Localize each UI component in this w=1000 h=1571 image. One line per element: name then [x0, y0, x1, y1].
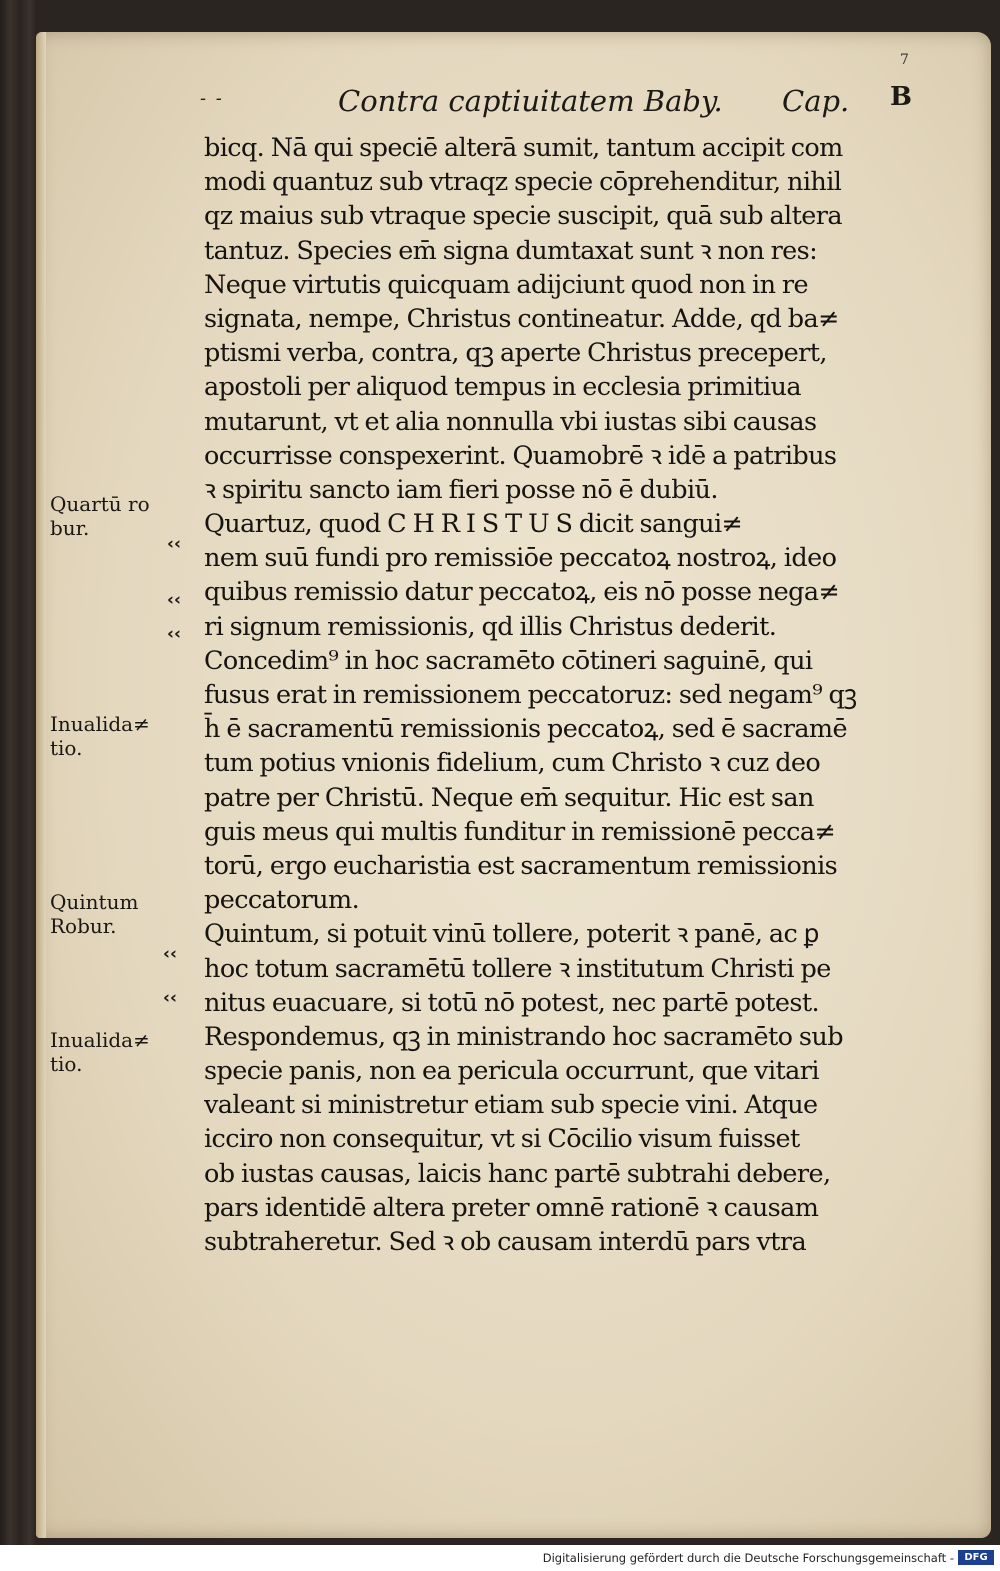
running-header: [200, 82, 912, 124]
text-line: tum potius vnionis fidelium, cum Christo ꝛ cuz deo: [204, 748, 821, 779]
text-line: guis meus qui multis funditur in remissionē pecca≠: [204, 816, 836, 847]
body-text: [204, 131, 914, 1259]
margin-inualidatio-1: [50, 712, 150, 760]
text-line: torū, ergo eucharistia est sacramentum remissionis: [204, 850, 838, 881]
text-line: fusus erat in remissionem peccatoruz: sed negam⁹ qꝫ: [204, 680, 857, 710]
text-line: pars identidē altera preter omnē rationē ꝛ causam: [204, 1192, 819, 1223]
text-line: valeant si ministretur etiam sub specie vini. Atque: [204, 1090, 818, 1121]
margin-line: tio.: [50, 1052, 83, 1076]
margin-line: Inualida≠: [50, 1028, 150, 1052]
corner-mark: 7: [900, 52, 909, 68]
text-line: specie panis, non ea pericula occurrunt, que vitari: [204, 1056, 819, 1087]
text-line: Neque virtutis quicquam adijciunt quod non in re: [204, 269, 809, 300]
dfg-logo: DFG: [958, 1550, 994, 1565]
text-line: patre per Christū. Neque em̄ sequitur. Hic est san: [204, 782, 814, 813]
text-line: Respondemus, qꝫ in ministrando hoc sacramēto sub: [204, 1021, 843, 1052]
margin-line: Quartū ro: [50, 492, 150, 516]
text-line: subtraheretur. Sed ꝛ ob causam interdū pars vtra: [204, 1227, 807, 1257]
text-line: ꝛ spiritu sancto iam fieri posse nō ē dubiū.: [204, 474, 718, 505]
margin-quote-mark: ‹‹: [167, 534, 182, 554]
margin-line: bur.: [50, 516, 90, 540]
text-line: bicq. Nā qui speciē alterā sumit, tantum accipit com: [204, 133, 843, 163]
text-line: Concedim⁹ in hoc sacramēto cōtineri saguinē, qui: [204, 645, 813, 676]
margin-quartum-robur: [50, 492, 150, 540]
margin-inualidatio-2: [50, 1028, 150, 1076]
margin-line: Quintum: [50, 890, 139, 914]
text-line: ob iustas causas, laicis hanc partē subtrahi debere,: [204, 1158, 831, 1189]
margin-quote-mark: ‹‹: [167, 624, 182, 644]
text-line: ri signum remissionis, qd illis Christus dederit.: [204, 611, 777, 642]
margin-quintum-robur: [50, 890, 138, 938]
header-title: Contra captiuitatem Baby.: [338, 84, 723, 118]
text-line: modi quantuz sub vtraqz specie cōprehenditur, nihil: [204, 167, 842, 198]
text-line: quibus remissio datur peccatoꝝ, eis nō posse nega≠: [204, 577, 840, 608]
footer-bar: [0, 1545, 1000, 1571]
text-line: ptismi verba, contra, qꝫ aperte Christus precepert,: [204, 338, 827, 369]
text-line: nitus euacuare, si totū nō potest, nec partē potest.: [204, 987, 820, 1018]
text-line: occurrisse conspexerint. Quamobrē ꝛ idē a patribus: [204, 440, 837, 471]
text-line: Quartuz, quod C H R I S T U S dicit sangui≠: [204, 509, 743, 540]
margin-quote-mark: ‹‹: [167, 590, 182, 610]
text-line: peccatorum.: [204, 885, 360, 916]
text-line: apostoli per aliquod tempus in ecclesia primitiua: [204, 372, 801, 403]
margin-line: Robur.: [50, 914, 117, 938]
margin-quote-mark: ‹‹: [163, 988, 178, 1008]
footer-credit: Digitalisierung gefördert durch die Deutsche Forschungsgemeinschaft -: [542, 1551, 954, 1565]
text-line: Quintum, si potuit vinū tollere, poterit ꝛ panē, ac ꝑ: [204, 919, 819, 950]
text-line: mutarunt, vt et alia nonnulla vbi iustas sibi causas: [204, 406, 817, 437]
text-line: icciro non consequitur, vt si Cōcilio visum fuisset: [204, 1124, 800, 1155]
margin-line: tio.: [50, 736, 83, 760]
header-dashes: - -: [200, 88, 224, 109]
margin-line: Inualida≠: [50, 712, 150, 736]
margin-quote-mark: ‹‹: [163, 944, 178, 964]
header-signature: B: [890, 82, 912, 112]
text-line: signata, nempe, Christus contineatur. Adde, qd ba≠: [204, 303, 839, 334]
text-line: qz maius sub vtraque specie suscipit, quā sub altera: [204, 201, 842, 232]
text-line: nem suū fundi pro remissiōe peccatoꝝ nostroꝝ, ideo: [204, 543, 837, 574]
header-cap: Cap.: [782, 84, 850, 118]
text-line: h̄ ē sacramentū remissionis peccatoꝝ, sed ē sacramē: [204, 714, 847, 745]
page-gutter-edge: [36, 32, 46, 1538]
text-line: hoc totum sacramētū tollere ꝛ institutum Christi pe: [204, 953, 831, 984]
text-line: tantuz. Species em̄ signa dumtaxat sunt ꝛ non res:: [204, 235, 818, 266]
